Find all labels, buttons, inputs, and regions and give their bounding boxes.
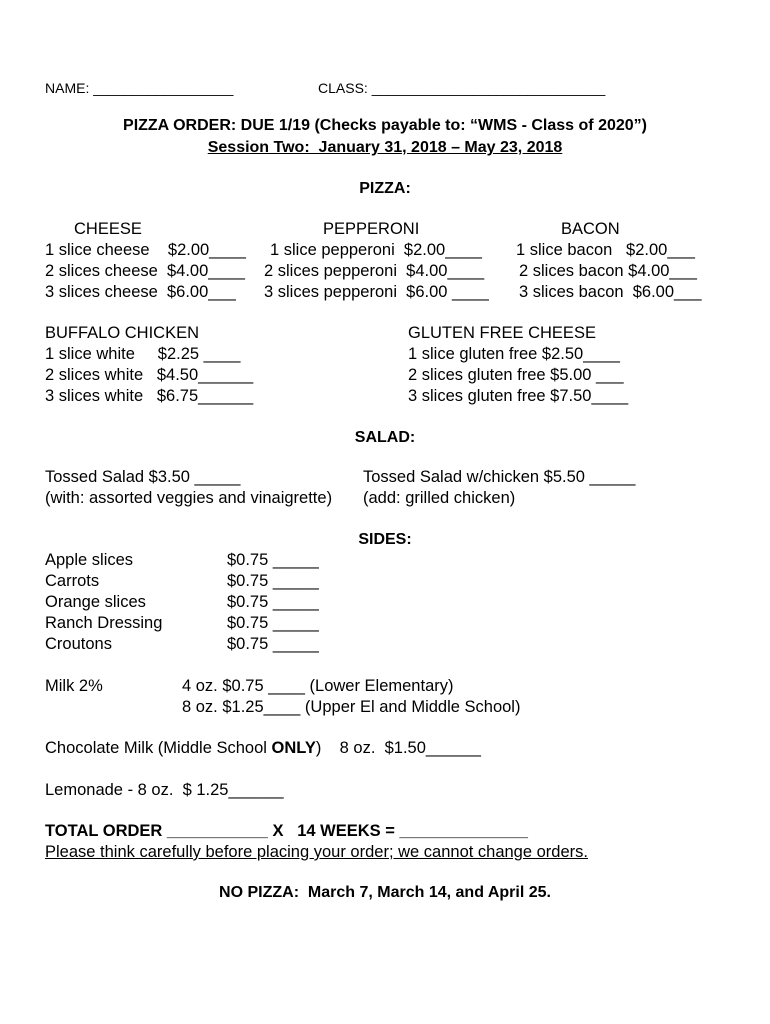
tossed-salad-note: (with: assorted veggies and vinaigrette)	[45, 489, 333, 507]
side-item-name: Carrots	[45, 572, 100, 590]
side-item-name: Apple slices	[45, 551, 134, 569]
side-item-price: $0.75 _____	[227, 572, 319, 590]
name-field-label: NAME: __________________	[45, 80, 234, 96]
buffalo-title: BUFFALO CHICKEN	[45, 324, 200, 342]
side-item-price: $0.75 _____	[227, 593, 319, 611]
tossed-salad: Tossed Salad $3.50 _____	[45, 468, 241, 486]
side-item-price: $0.75 _____	[227, 635, 319, 653]
side-item-price: $0.75 _____	[227, 551, 319, 569]
cheese-title: CHEESE	[74, 220, 142, 238]
sides-heading: SIDES:	[358, 531, 412, 548]
tossed-salad-chicken-note: (add: grilled chicken)	[363, 489, 516, 507]
buffalo-item: 3 slices white $6.75______	[45, 387, 254, 405]
session-subtitle: Session Two: January 31, 2018 – May 23, 2018	[207, 139, 563, 156]
cheese-item: 2 slices cheese $4.00____	[45, 262, 245, 280]
pepperoni-item: 3 slices pepperoni $6.00 ____	[264, 283, 489, 301]
buffalo-item: 1 slice white $2.25 ____	[45, 345, 241, 363]
salad-heading: SALAD:	[354, 429, 416, 446]
milk-8oz: 8 oz. $1.25____ (Upper El and Middle School)	[182, 698, 521, 716]
side-item-name: Ranch Dressing	[45, 614, 163, 632]
side-item-name: Croutons	[45, 635, 112, 653]
gluten-free-item: 1 slice gluten free $2.50____	[408, 345, 620, 363]
side-item-name: Orange slices	[45, 593, 146, 611]
milk-label: Milk 2%	[45, 677, 103, 695]
milk-4oz: 4 oz. $0.75 ____ (Lower Elementary)	[182, 677, 454, 695]
gluten-free-title: GLUTEN FREE CHEESE	[408, 324, 596, 342]
side-item-price: $0.75 _____	[227, 614, 319, 632]
lemonade: Lemonade - 8 oz. $ 1.25______	[45, 781, 284, 799]
bacon-item: 3 slices bacon $6.00___	[519, 283, 702, 301]
tossed-salad-chicken: Tossed Salad w/chicken $5.50 _____	[363, 468, 636, 486]
pepperoni-item: 1 slice pepperoni $2.00____	[270, 241, 482, 259]
chocolate-milk: Chocolate Milk (Middle School ONLY) 8 oz. $1.50______	[45, 739, 481, 757]
bacon-item: 1 slice bacon $2.00___	[516, 241, 695, 259]
cheese-item: 3 slices cheese $6.00___	[45, 283, 236, 301]
no-pizza-dates: NO PIZZA: March 7, March 14, and April 25.	[219, 884, 551, 901]
page-title: PIZZA ORDER: DUE 1/19 (Checks payable to: “WMS - Class of 2020”)	[123, 117, 647, 134]
bacon-title: BACON	[561, 220, 620, 238]
gluten-free-item: 2 slices gluten free $5.00 ___	[408, 366, 624, 384]
order-note: Please think carefully before placing your order; we cannot change orders.	[45, 843, 588, 861]
pizza-heading: PIZZA:	[359, 180, 411, 197]
bacon-item: 2 slices bacon $4.00___	[519, 262, 697, 280]
gluten-free-item: 3 slices gluten free $7.50____	[408, 387, 629, 405]
cheese-item: 1 slice cheese $2.00____	[45, 241, 246, 259]
buffalo-item: 2 slices white $4.50______	[45, 366, 254, 384]
class-field-label: CLASS: ______________________________	[318, 80, 606, 96]
total-order-line: TOTAL ORDER ___________ X 14 WEEKS = ______________	[45, 822, 528, 840]
pepperoni-item: 2 slices pepperoni $4.00____	[264, 262, 485, 280]
pepperoni-title: PEPPERONI	[323, 220, 420, 238]
